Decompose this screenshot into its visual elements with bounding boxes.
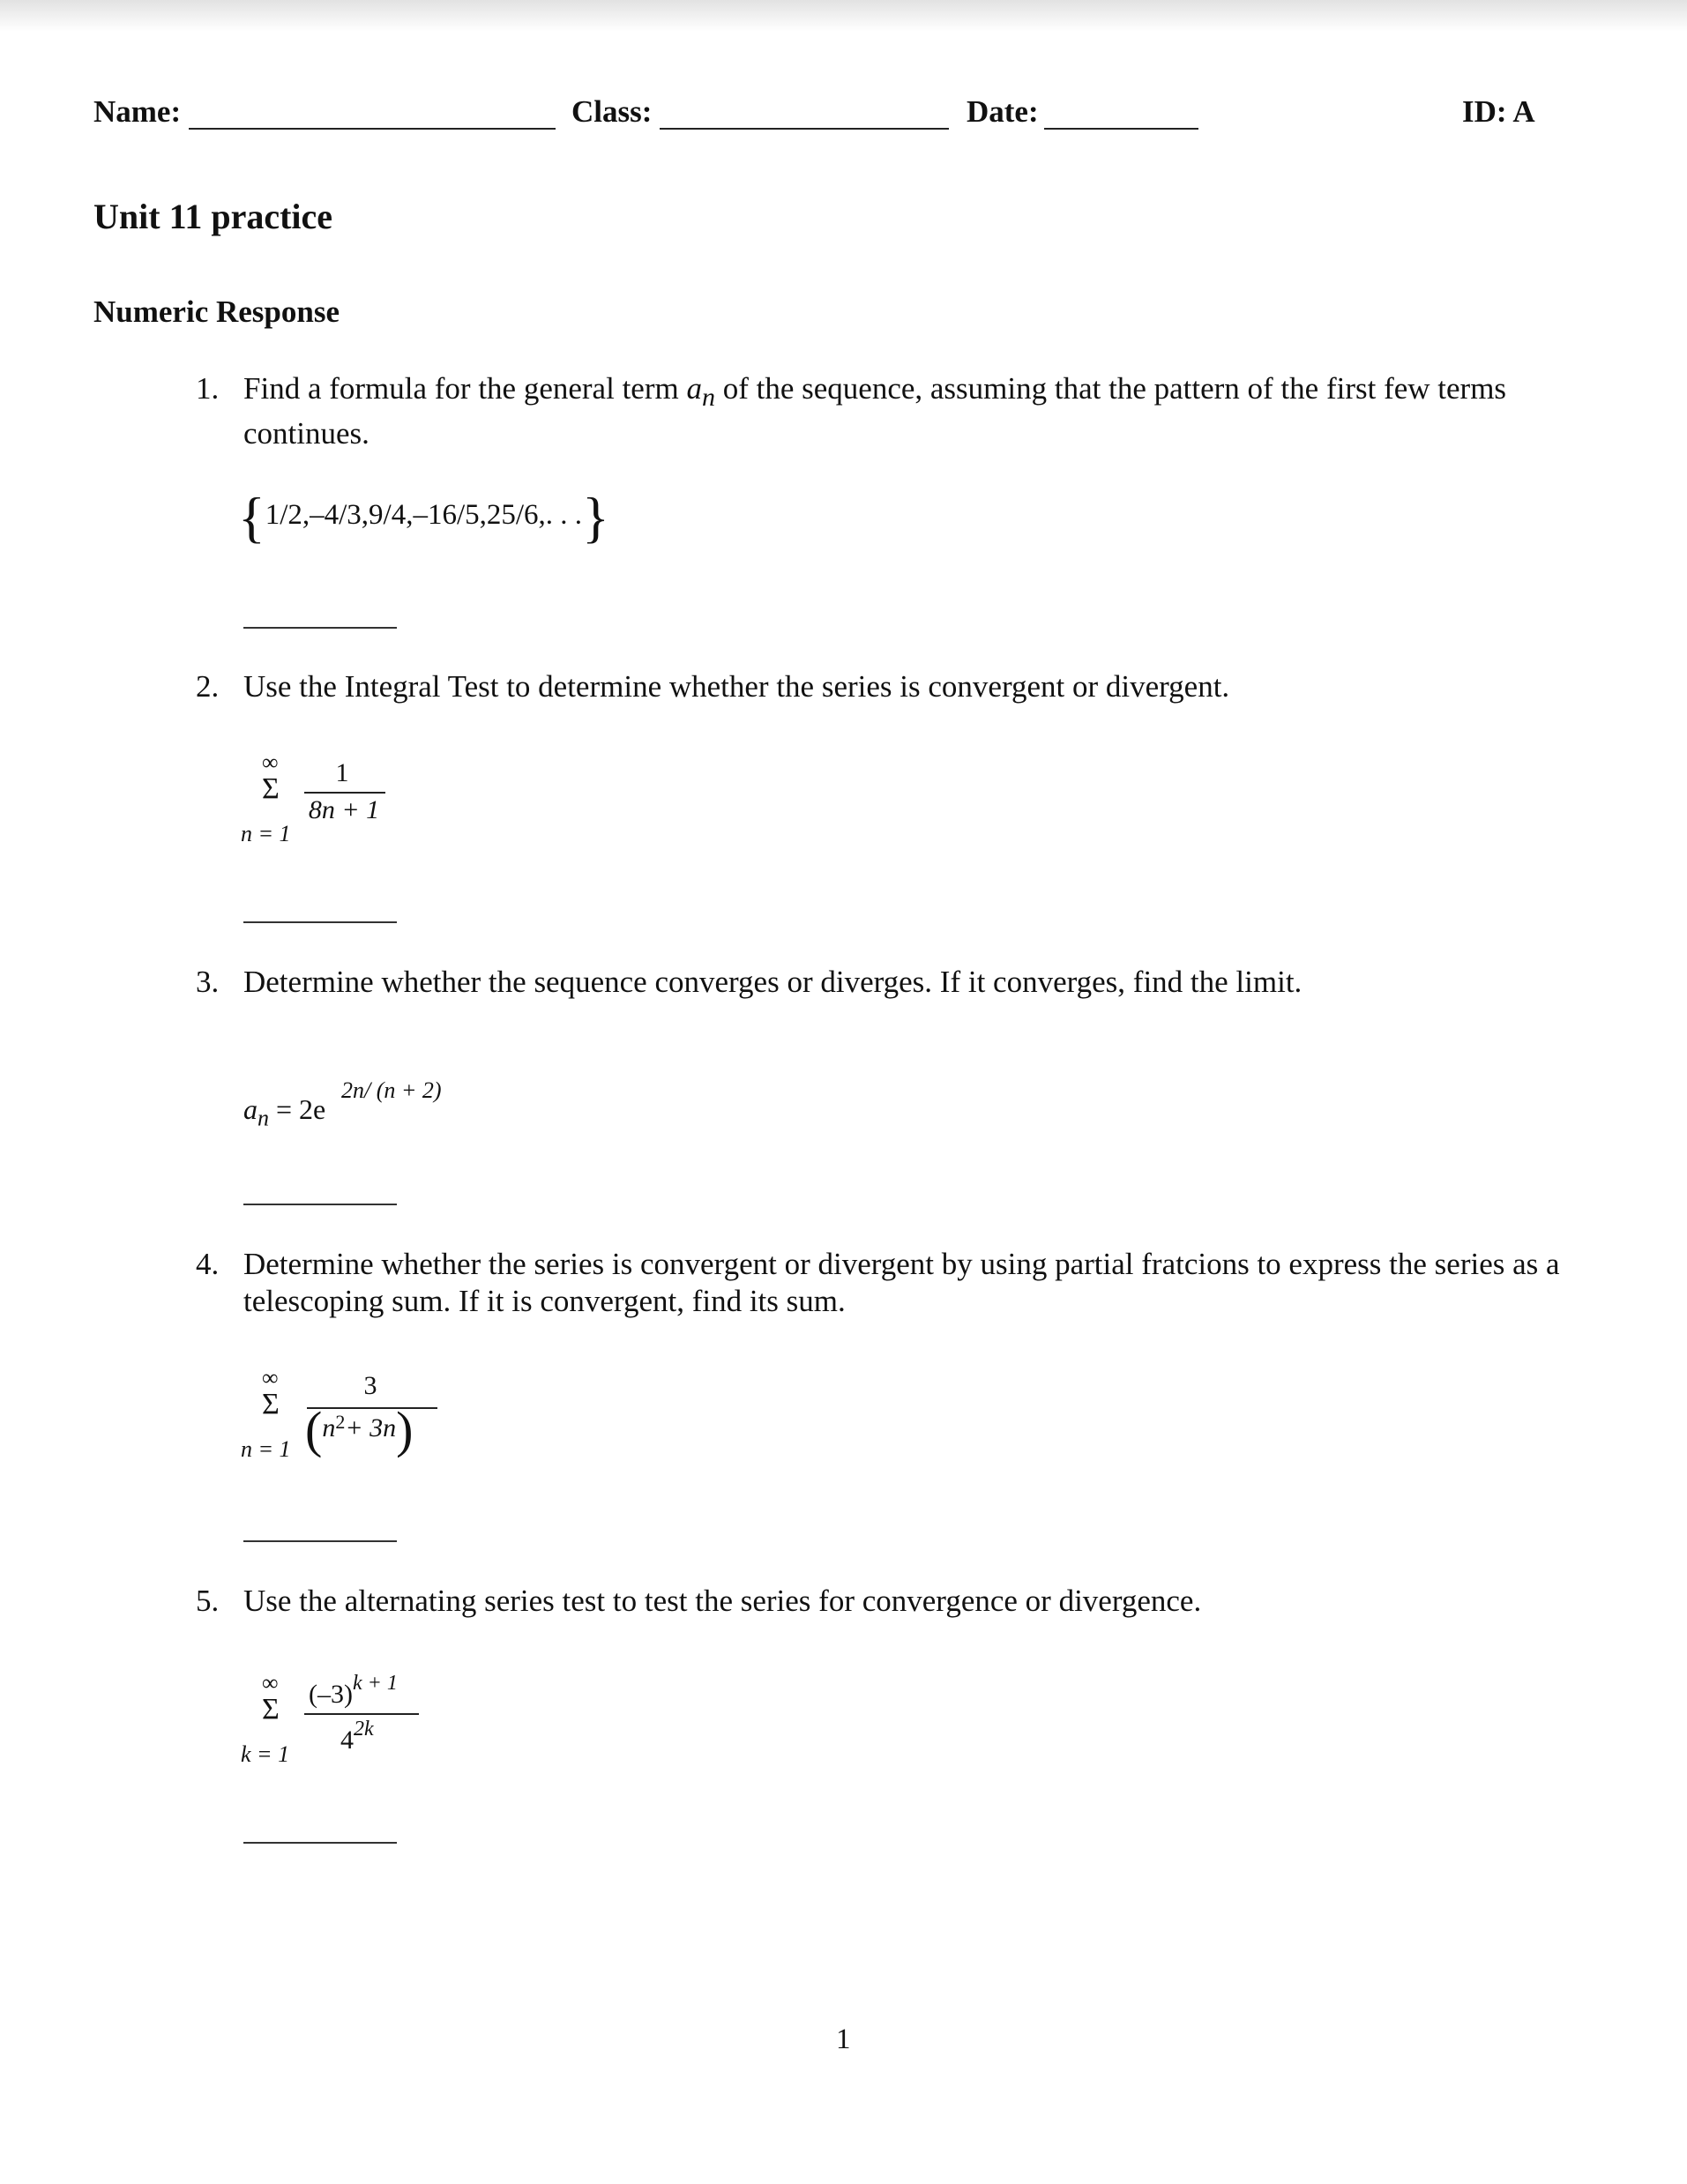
question-text: Determine whether the sequence converges or diverges. If it converges, find the limit.: [243, 965, 1303, 999]
name-label: Name:: [93, 94, 182, 129]
class-label: Class:: [571, 94, 653, 129]
sum-lower-limit: n = 1: [241, 1436, 291, 1462]
formula-rhs: = 2e: [276, 1093, 326, 1125]
denominator-rest: + 3n: [345, 1413, 397, 1442]
sigma-symbol: Σ: [262, 1388, 280, 1420]
sum-upper-limit: ∞: [262, 1670, 279, 1696]
fraction-bar: [304, 792, 385, 794]
denominator-power: 2k: [354, 1718, 374, 1740]
fraction-denominator: [340, 1718, 374, 1755]
class-blank: [660, 128, 949, 130]
exponent: 2n/ (n + 2): [341, 1077, 442, 1103]
sum-upper-limit: ∞: [262, 749, 279, 775]
sum-upper-limit: ∞: [262, 1365, 279, 1390]
answer-blank[interactable]: [243, 1842, 397, 1844]
numerator-power: k + 1: [352, 1672, 398, 1695]
question-text: Use the Integral Test to determine whether the series is convergent or divergent.: [243, 669, 1230, 704]
question-number: 2.: [196, 669, 220, 704]
answer-blank[interactable]: [243, 627, 397, 629]
answer-blank[interactable]: [243, 1204, 397, 1205]
name-blank: [189, 128, 556, 130]
question-number: 1.: [196, 371, 220, 406]
math-power: 2: [335, 1411, 346, 1433]
question-text-line2: continues.: [243, 416, 369, 451]
close-brace: }: [582, 486, 609, 548]
fraction-bar: [304, 1713, 419, 1715]
question-number: 3.: [196, 965, 220, 999]
date-label: Date:: [967, 94, 1039, 129]
sigma-symbol: Σ: [262, 772, 280, 805]
question-text-line2: telescoping sum. If it is convergent, find its sum.: [243, 1284, 846, 1318]
answer-blank[interactable]: [243, 1540, 397, 1542]
fraction-numerator: [309, 1672, 398, 1710]
question-text: Use the alternating series test to test the series for convergence or divergence.: [243, 1584, 1202, 1618]
sum-lower-limit: k = 1: [241, 1741, 290, 1767]
sum-lower-limit: n = 1: [241, 821, 291, 846]
fraction-numerator: 1: [335, 758, 349, 787]
question-number: 5.: [196, 1584, 220, 1618]
id-label: ID: A: [1462, 94, 1535, 129]
open-brace: {: [238, 486, 265, 548]
close-paren: ): [396, 1401, 414, 1458]
question-text-part: of the sequence, assuming that the pattern of the first few terms: [722, 371, 1507, 406]
math-variable: a: [243, 1093, 258, 1125]
sequence-expression: [238, 485, 609, 550]
math-subscript: n: [258, 1105, 269, 1131]
answer-blank[interactable]: [243, 921, 397, 923]
sequence-formula: [243, 1093, 325, 1131]
question-number: 4.: [196, 1247, 220, 1281]
question-text: [243, 371, 1506, 413]
question-text-part: Find a formula for the general term: [243, 371, 679, 406]
viewer-top-shadow: [0, 0, 1687, 32]
math-variable: a: [686, 371, 702, 406]
question-text: Determine whether the series is convergent or divergent by using partial fratcions to express the series as a: [243, 1247, 1560, 1281]
fraction-numerator: 3: [363, 1371, 377, 1400]
date-blank: [1044, 128, 1198, 130]
page-title: Unit 11 practice: [93, 197, 333, 236]
denominator-base: 4: [340, 1726, 354, 1755]
math-variable: n: [322, 1413, 336, 1442]
fraction-denominator: [305, 1400, 413, 1459]
open-paren: (: [305, 1401, 323, 1458]
sequence-terms: 1/2,–4/3,9/4,–16/5,25/6,. . .: [265, 499, 583, 531]
sigma-symbol: Σ: [262, 1693, 280, 1726]
section-heading: Numeric Response: [93, 294, 340, 329]
numerator-base: (–3): [309, 1680, 353, 1709]
math-subscript: n: [701, 383, 715, 412]
page-number: 1: [836, 2024, 851, 2055]
fraction-denominator: 8n + 1: [308, 795, 380, 824]
